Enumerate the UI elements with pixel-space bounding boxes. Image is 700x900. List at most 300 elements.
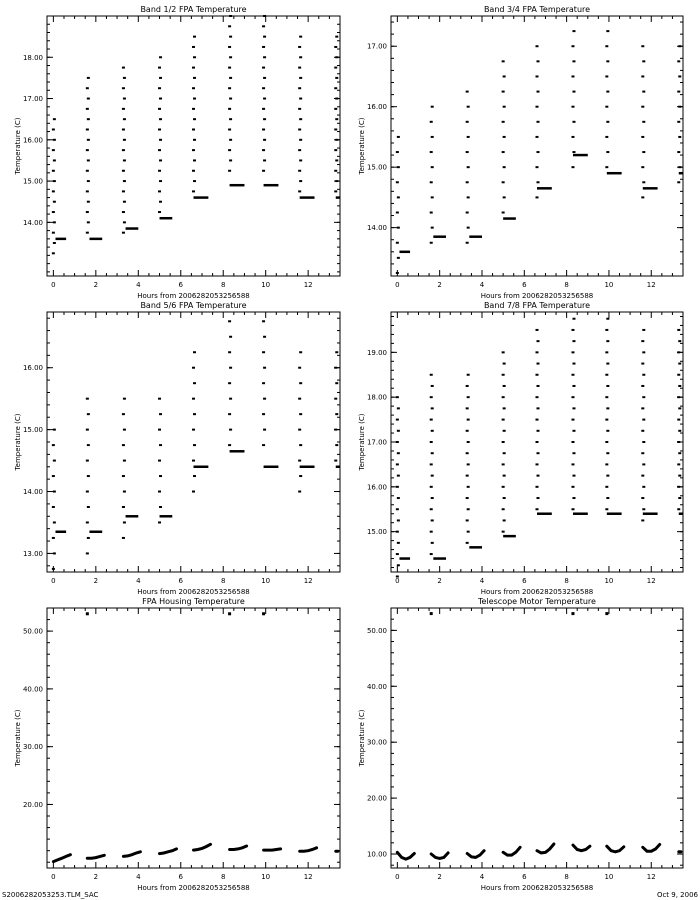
data-point bbox=[503, 497, 506, 499]
y-tick-label: 17.00 bbox=[366, 42, 387, 51]
data-point bbox=[262, 46, 265, 48]
data-point bbox=[87, 221, 90, 223]
data-point bbox=[536, 45, 539, 47]
data-point bbox=[397, 430, 400, 432]
data-point bbox=[466, 497, 469, 499]
data-point bbox=[192, 46, 195, 48]
data-point bbox=[536, 508, 539, 510]
data-point bbox=[262, 320, 265, 322]
y-tick-label: 20.00 bbox=[366, 794, 387, 803]
data-point bbox=[298, 128, 301, 130]
data-point bbox=[536, 106, 539, 108]
data-point bbox=[263, 367, 266, 369]
data-point bbox=[641, 75, 644, 77]
data-point bbox=[158, 67, 161, 69]
data-point bbox=[431, 166, 434, 168]
footer-date: Oct 9, 2006 bbox=[656, 891, 698, 899]
data-point bbox=[678, 340, 681, 342]
data-point bbox=[430, 242, 433, 244]
data-point bbox=[334, 367, 337, 369]
data-point bbox=[502, 121, 505, 123]
data-point bbox=[192, 149, 195, 151]
data-point bbox=[87, 201, 90, 203]
x-tick-label: 4 bbox=[136, 281, 141, 289]
data-point bbox=[298, 149, 301, 151]
y-tick-label: 14.00 bbox=[22, 218, 43, 227]
data-point bbox=[677, 91, 680, 93]
data-point bbox=[430, 181, 433, 183]
data-point bbox=[605, 441, 608, 443]
data-point bbox=[122, 67, 125, 69]
data-point bbox=[335, 118, 338, 120]
data-point bbox=[466, 385, 469, 387]
data-point bbox=[431, 430, 434, 432]
data-point bbox=[229, 429, 232, 431]
y-tick-label: 16.00 bbox=[22, 136, 43, 145]
data-point bbox=[642, 121, 645, 123]
data-point bbox=[334, 460, 337, 462]
data-point bbox=[229, 98, 232, 100]
chart-title: Band 3/4 FPA Temperature bbox=[483, 5, 591, 14]
data-point bbox=[262, 382, 265, 384]
data-point bbox=[193, 36, 196, 38]
data-point bbox=[396, 575, 399, 577]
data-point bbox=[572, 151, 575, 153]
data-point bbox=[86, 232, 89, 234]
data-point bbox=[641, 166, 644, 168]
data-point bbox=[193, 444, 196, 446]
data-curve bbox=[573, 845, 590, 851]
data-point bbox=[123, 521, 126, 523]
data-point bbox=[605, 75, 608, 77]
data-point bbox=[123, 159, 126, 161]
data-point bbox=[502, 60, 505, 62]
data-point bbox=[641, 430, 644, 432]
x-tick-label: 12 bbox=[303, 281, 313, 289]
data-point bbox=[467, 374, 470, 376]
data-point bbox=[86, 552, 89, 554]
data-point bbox=[536, 463, 539, 465]
x-tick-label: 10 bbox=[604, 873, 614, 881]
data-point bbox=[86, 87, 89, 89]
data-point bbox=[430, 463, 433, 465]
y-tick-label: 18.00 bbox=[366, 393, 387, 402]
data-point bbox=[396, 242, 399, 244]
data-point bbox=[52, 211, 55, 213]
y-axis-label: Temperature (C) bbox=[358, 413, 366, 471]
chart-title: Band 1/2 FPA Temperature bbox=[140, 5, 247, 14]
data-point bbox=[299, 444, 302, 446]
data-point bbox=[430, 396, 433, 398]
data-point bbox=[298, 87, 301, 89]
y-tick-label: 15.00 bbox=[22, 426, 43, 435]
data-point bbox=[396, 531, 399, 533]
data-point bbox=[86, 491, 89, 493]
data-point bbox=[86, 460, 89, 462]
data-point bbox=[431, 136, 434, 138]
data-point bbox=[571, 166, 574, 168]
data-point bbox=[159, 201, 162, 203]
data-point bbox=[466, 452, 469, 454]
data-point bbox=[536, 419, 539, 421]
data-point bbox=[678, 452, 681, 454]
data-curve bbox=[264, 849, 281, 850]
data-point bbox=[334, 190, 337, 192]
data-point bbox=[53, 460, 56, 462]
data-point bbox=[678, 497, 681, 499]
data-point bbox=[466, 121, 469, 123]
x-tick-label: 6 bbox=[178, 281, 183, 289]
data-point bbox=[192, 128, 195, 130]
data-point bbox=[641, 452, 644, 454]
data-point bbox=[642, 396, 645, 398]
data-point bbox=[87, 475, 90, 477]
data-point bbox=[678, 475, 681, 477]
data-point bbox=[467, 196, 470, 198]
data-point bbox=[86, 108, 89, 110]
data-point bbox=[605, 463, 608, 465]
data-point bbox=[193, 139, 196, 141]
x-tick-label: 12 bbox=[303, 577, 313, 585]
data-point bbox=[122, 149, 125, 151]
data-point bbox=[572, 91, 575, 93]
data-point bbox=[192, 367, 195, 369]
x-tick-label: 8 bbox=[220, 873, 226, 881]
y-tick-label: 17.00 bbox=[22, 95, 43, 104]
data-point bbox=[605, 508, 608, 510]
data-point bbox=[571, 45, 574, 47]
data-point bbox=[606, 385, 609, 387]
data-point bbox=[677, 121, 680, 123]
data-point bbox=[537, 385, 540, 387]
data-point bbox=[537, 121, 540, 123]
chart-title: FPA Housing Temperature bbox=[142, 597, 245, 606]
data-point bbox=[641, 385, 644, 387]
data-point bbox=[192, 170, 195, 172]
data-point bbox=[52, 568, 55, 570]
data-point bbox=[334, 46, 337, 48]
data-point bbox=[642, 374, 645, 376]
data-point bbox=[430, 151, 433, 153]
data-point bbox=[466, 407, 469, 409]
data-point bbox=[677, 441, 680, 443]
data-point bbox=[122, 232, 125, 234]
data-point bbox=[263, 15, 266, 17]
plot-frame bbox=[47, 16, 340, 276]
data-point bbox=[158, 211, 161, 213]
data-point bbox=[537, 91, 540, 93]
data-point bbox=[467, 486, 470, 488]
data-point bbox=[159, 159, 162, 161]
data-point bbox=[467, 441, 470, 443]
data-point bbox=[606, 91, 609, 93]
data-point bbox=[86, 429, 89, 431]
x-tick-label: 6 bbox=[178, 577, 183, 585]
y-axis-label: Temperature (C) bbox=[14, 709, 22, 767]
data-point bbox=[641, 196, 644, 198]
y-tick-label: 15.00 bbox=[366, 528, 387, 537]
data-point bbox=[642, 419, 645, 421]
data-point bbox=[502, 351, 505, 353]
y-axis-label: Temperature (C) bbox=[14, 413, 22, 471]
data-point bbox=[641, 45, 644, 47]
data-point bbox=[678, 166, 681, 168]
data-point bbox=[87, 444, 90, 446]
data-point bbox=[52, 475, 55, 477]
x-axis-label: Hours from 2006282053256588 bbox=[137, 884, 250, 892]
data-point bbox=[605, 329, 608, 331]
data-point bbox=[606, 121, 609, 123]
data-point bbox=[606, 340, 609, 342]
data-point bbox=[431, 497, 434, 499]
data-point bbox=[228, 351, 231, 353]
data-point bbox=[466, 242, 469, 244]
data-point bbox=[396, 181, 399, 183]
data-point bbox=[430, 553, 433, 555]
data-point bbox=[502, 486, 505, 488]
x-axis-label: Hours from 2006282053256588 bbox=[480, 884, 594, 892]
data-point bbox=[193, 159, 196, 161]
data-point bbox=[52, 444, 55, 446]
data-point bbox=[642, 441, 645, 443]
data-point bbox=[299, 98, 302, 100]
data-point-outlier bbox=[228, 612, 231, 615]
data-point bbox=[466, 542, 469, 544]
data-point bbox=[606, 452, 609, 454]
data-point bbox=[536, 441, 539, 443]
data-point bbox=[229, 77, 232, 79]
x-tick-label: 8 bbox=[564, 577, 569, 585]
data-point bbox=[228, 128, 231, 130]
data-point bbox=[642, 329, 645, 331]
data-point bbox=[298, 67, 301, 69]
y-tick-label: 16.00 bbox=[366, 483, 387, 492]
data-point bbox=[53, 521, 56, 523]
data-point bbox=[503, 519, 506, 521]
data-point bbox=[192, 429, 195, 431]
data-point bbox=[503, 363, 506, 365]
y-tick-label: 13.00 bbox=[22, 549, 43, 558]
data-point bbox=[87, 413, 90, 415]
data-point bbox=[430, 531, 433, 533]
x-tick-label: 0 bbox=[395, 577, 400, 585]
data-point bbox=[431, 452, 434, 454]
data-point bbox=[52, 537, 55, 539]
data-point bbox=[571, 463, 574, 465]
data-point bbox=[192, 190, 195, 192]
x-tick-label: 2 bbox=[437, 873, 442, 881]
data-point bbox=[52, 190, 55, 192]
x-tick-label: 4 bbox=[479, 873, 485, 881]
y-tick-label: 16.00 bbox=[22, 364, 43, 373]
data-point bbox=[677, 508, 680, 510]
data-point bbox=[123, 98, 126, 100]
data-point bbox=[53, 552, 56, 554]
x-axis-label: Hours from 2006282053256588 bbox=[137, 588, 250, 596]
x-tick-label: 12 bbox=[646, 281, 656, 289]
data-point bbox=[53, 159, 56, 161]
data-point bbox=[605, 136, 608, 138]
data-point bbox=[536, 196, 539, 198]
data-point bbox=[87, 139, 90, 141]
data-curve bbox=[643, 845, 660, 852]
data-point bbox=[298, 491, 301, 493]
data-point bbox=[467, 531, 470, 533]
data-curve bbox=[230, 846, 247, 850]
data-point bbox=[397, 564, 400, 566]
data-point bbox=[677, 151, 680, 153]
y-axis-label: Temperature (C) bbox=[358, 709, 366, 767]
data-point bbox=[159, 413, 162, 415]
data-point bbox=[298, 460, 301, 462]
data-point bbox=[263, 118, 266, 120]
data-point bbox=[53, 429, 56, 431]
y-tick-label: 17.00 bbox=[366, 438, 387, 447]
x-axis-label: Hours from 2006282053256588 bbox=[480, 588, 594, 596]
data-point bbox=[467, 419, 470, 421]
data-point bbox=[503, 407, 506, 409]
data-point bbox=[397, 519, 400, 521]
data-point bbox=[298, 170, 301, 172]
data-point bbox=[677, 463, 680, 465]
data-point bbox=[503, 75, 506, 77]
data-point bbox=[158, 149, 161, 151]
data-point bbox=[467, 106, 470, 108]
x-tick-label: 4 bbox=[479, 577, 485, 585]
x-tick-label: 6 bbox=[522, 873, 527, 881]
data-point bbox=[571, 136, 574, 138]
x-tick-label: 8 bbox=[564, 281, 569, 289]
data-point bbox=[52, 506, 55, 508]
x-tick-label: 8 bbox=[564, 873, 569, 881]
data-point bbox=[263, 429, 266, 431]
data-point bbox=[159, 180, 162, 182]
data-point bbox=[299, 118, 302, 120]
data-point bbox=[677, 351, 680, 353]
data-point bbox=[193, 77, 196, 79]
data-point bbox=[677, 181, 680, 183]
data-point bbox=[335, 56, 338, 58]
data-point bbox=[677, 486, 680, 488]
data-point bbox=[334, 170, 337, 172]
data-point bbox=[159, 98, 162, 100]
data-curve bbox=[53, 855, 70, 862]
data-point bbox=[605, 419, 608, 421]
x-tick-label: 2 bbox=[93, 281, 99, 289]
data-point bbox=[263, 56, 266, 58]
data-point bbox=[87, 506, 90, 508]
data-point bbox=[536, 329, 539, 331]
data-point bbox=[86, 128, 89, 130]
data-point bbox=[430, 121, 433, 123]
data-point bbox=[466, 181, 469, 183]
data-point bbox=[503, 196, 506, 198]
data-point bbox=[467, 227, 470, 229]
y-tick-label: 30.00 bbox=[366, 738, 387, 747]
x-tick-label: 10 bbox=[261, 577, 271, 585]
data-point bbox=[467, 508, 470, 510]
data-point bbox=[228, 67, 231, 69]
data-point bbox=[123, 201, 126, 203]
data-point bbox=[228, 87, 231, 89]
data-point bbox=[396, 151, 399, 153]
data-point bbox=[572, 452, 575, 454]
x-tick-label: 10 bbox=[604, 281, 614, 289]
data-point bbox=[299, 36, 302, 38]
data-point bbox=[503, 430, 506, 432]
data-point-outlier bbox=[571, 612, 574, 615]
data-point bbox=[678, 45, 681, 47]
data-point bbox=[335, 413, 338, 415]
data-point bbox=[397, 196, 400, 198]
data-point bbox=[262, 351, 265, 353]
data-point bbox=[158, 460, 161, 462]
data-point bbox=[397, 407, 400, 409]
x-tick-label: 0 bbox=[395, 873, 400, 881]
data-point bbox=[466, 151, 469, 153]
data-point bbox=[502, 396, 505, 398]
data-point bbox=[396, 419, 399, 421]
data-point bbox=[86, 149, 89, 151]
data-point bbox=[123, 491, 126, 493]
data-point bbox=[605, 486, 608, 488]
data-point bbox=[53, 180, 56, 182]
data-point bbox=[335, 180, 338, 182]
data-point bbox=[87, 180, 90, 182]
x-tick-label: 0 bbox=[51, 577, 56, 585]
data-point bbox=[571, 486, 574, 488]
data-point bbox=[159, 118, 162, 120]
data-point bbox=[86, 521, 89, 523]
data-point bbox=[87, 537, 90, 539]
data-point bbox=[122, 211, 125, 213]
data-point bbox=[193, 98, 196, 100]
data-point bbox=[335, 36, 338, 38]
data-point bbox=[158, 491, 161, 493]
data-point bbox=[431, 519, 434, 521]
data-point bbox=[335, 351, 338, 353]
data-point-outlier bbox=[86, 612, 89, 615]
data-point bbox=[641, 363, 644, 365]
data-point bbox=[159, 77, 162, 79]
y-tick-label: 10.00 bbox=[366, 850, 387, 859]
data-point bbox=[228, 320, 231, 322]
data-point bbox=[159, 139, 162, 141]
data-point bbox=[397, 257, 400, 259]
data-point bbox=[335, 382, 338, 384]
data-point bbox=[334, 128, 337, 130]
data-point bbox=[122, 87, 125, 89]
data-point bbox=[192, 87, 195, 89]
y-tick-label: 18.00 bbox=[22, 53, 43, 62]
data-point bbox=[571, 441, 574, 443]
x-tick-label: 8 bbox=[220, 577, 226, 585]
data-point bbox=[159, 475, 162, 477]
data-point bbox=[467, 136, 470, 138]
data-point bbox=[335, 77, 338, 79]
data-point bbox=[158, 87, 161, 89]
data-point bbox=[263, 36, 266, 38]
y-tick-label: 30.00 bbox=[22, 743, 43, 752]
y-axis-label: Temperature (C) bbox=[358, 117, 366, 175]
data-point bbox=[192, 491, 195, 493]
data-point bbox=[396, 508, 399, 510]
data-point bbox=[229, 118, 232, 120]
data-point bbox=[642, 463, 645, 465]
data-point bbox=[537, 407, 540, 409]
data-point bbox=[86, 170, 89, 172]
data-curve bbox=[194, 844, 211, 850]
